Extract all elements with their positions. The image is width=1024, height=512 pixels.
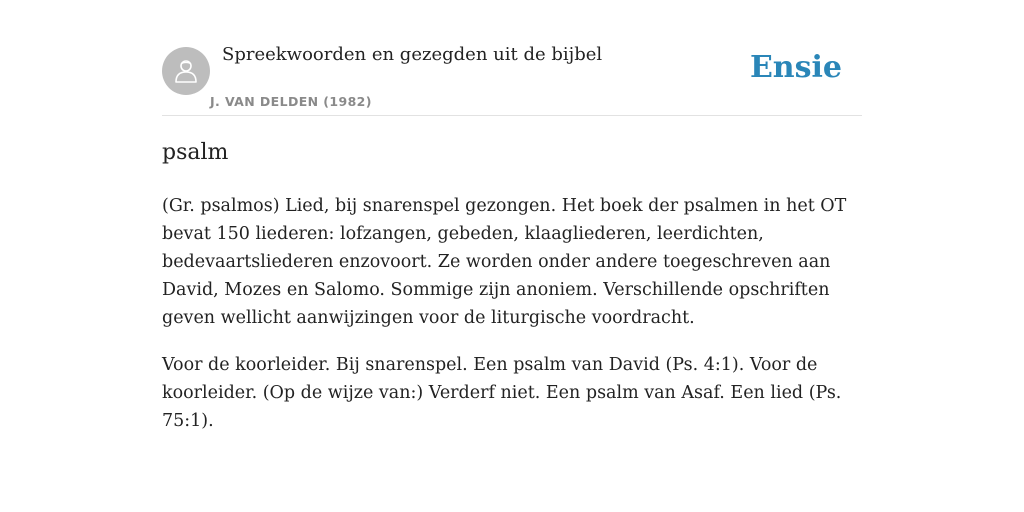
avatar[interactable] (162, 47, 210, 95)
user-silhouette-icon (171, 56, 201, 86)
source-author[interactable]: J. VAN DELDEN (1982) (210, 94, 372, 109)
source-title[interactable]: Spreekwoorden en gezegden uit de bijbel (222, 44, 603, 65)
source-header (162, 0, 862, 116)
entry-paragraph: Voor de koorleider. Bij snarenspel. Een psalm van David (Ps. 4:1). Voor de koorleider. (Op de wijze van:) Verderf niet. Een psalm van Asaf. Een lied (Ps. 75:1). (162, 355, 842, 431)
entry-card (162, 0, 862, 431)
entry-paragraph: (Gr. psalmos) Lied, bij snarenspel gezongen. Het boek der psalmen in het OT bevat 150 liederen: lofzangen, gebeden, klaagliederen, leerdichten, bedevaartsliederen enzovoort. Ze worden onder andere toegeschreven aan David, Mozes en Salomo. Sommige zijn anoniem. Verschillende opschriften geven wellicht aanwijzingen voor de liturgische voordracht. (162, 196, 847, 328)
ensie-logo-link[interactable]: Ensie (749, 50, 842, 85)
entry-title: psalm (162, 140, 229, 165)
